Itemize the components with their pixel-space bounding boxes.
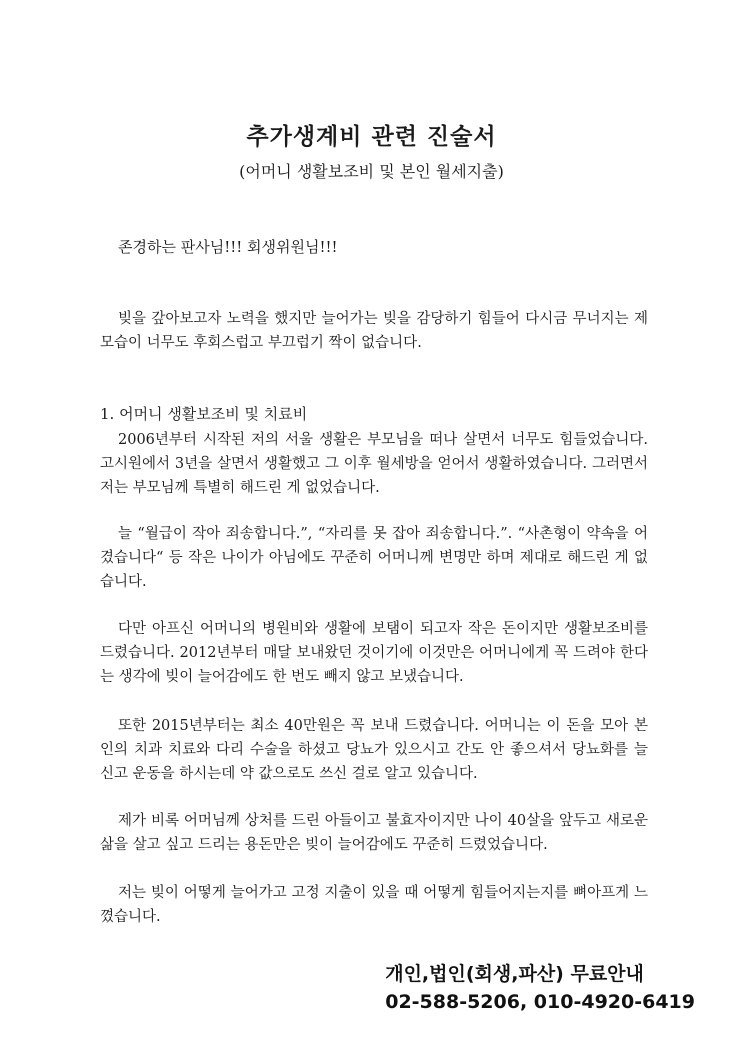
paragraph-1: 2006년부터 시작된 저의 서울 생활은 부모님을 떠나 살면서 너무도 힘들었습니다. 고시원에서 3년을 살면서 생활했고 그 이후 월세방을 얻어서 생활하였습니다. 그러면서 저는 부모님께 특별히 해드린 게 없었습니다. <box>100 432 648 496</box>
document-subtitle: (어머니 생활보조비 및 본인 월세지출) <box>239 162 504 181</box>
document-title: 추가생계비 관련 진술서 <box>246 123 497 150</box>
intro-paragraph: 빚을 갚아보고자 노력을 했지만 늘어가는 빚을 감당하기 힘들어 다시금 무너지는 제 모습이 너무도 후회스럽고 부끄럽기 짝이 없습니다. <box>100 311 648 351</box>
paragraph-5: 제가 비록 어머님께 상처를 드린 아들이고 불효자이지만 나이 40살을 앞두고 새로운 삶을 살고 싶고 드리는 용돈만은 빚이 늘어감에도 꾸준히 드렸었습니다. <box>100 813 648 853</box>
consultation-ad <box>385 960 695 1016</box>
ad-headline: 개인,법인(회생,파산) 무료안내 <box>385 963 644 985</box>
ad-phone-numbers: 02-588-5206, 010-4920-6419 <box>385 991 695 1013</box>
greeting: 존경하는 판사님!!! 회생위원님!!! <box>118 238 338 256</box>
paragraph-6: 저는 빚이 어떻게 늘어가고 고정 지출이 있을 때 어떻게 힘들어지는지를 뼈아프게 느꼈습니다. <box>100 885 648 925</box>
paragraph-2: 늘 “월급이 작아 죄송합니다.”, “자리를 못 잡아 죄송합니다.”. “사촌형이 약속을 어겼습니다“ 등 작은 나이가 아님에도 꾸준히 어머니께 변명만 하며 제대로 해드린 게 없습니다. <box>100 526 648 590</box>
section-title: 1. 어머니 생활보조비 및 치료비 <box>100 405 308 423</box>
paragraph-3: 다만 아프신 어머니의 병원비와 생활에 보탬이 되고자 작은 돈이지만 생활보조비를 드렸습니다. 2012년부터 매달 보내왔던 것이기에 이것만은 어머니에게 꼭 드려야 한다는 생각에 빚이 늘어감에도 한 번도 빼지 않고 보냈습니다. <box>100 621 648 685</box>
paragraph-4: 또한 2015년부터는 최소 40만원은 꼭 보내 드렸습니다. 어머니는 이 돈을 모아 본인의 치과 치료와 다리 수술을 하셨고 당뇨가 있으시고 간도 안 좋으셔서 당뇨화를 늘 신고 운동을 하시는데 약 값으로도 쓰신 걸로 알고 있습니다. <box>100 718 648 782</box>
